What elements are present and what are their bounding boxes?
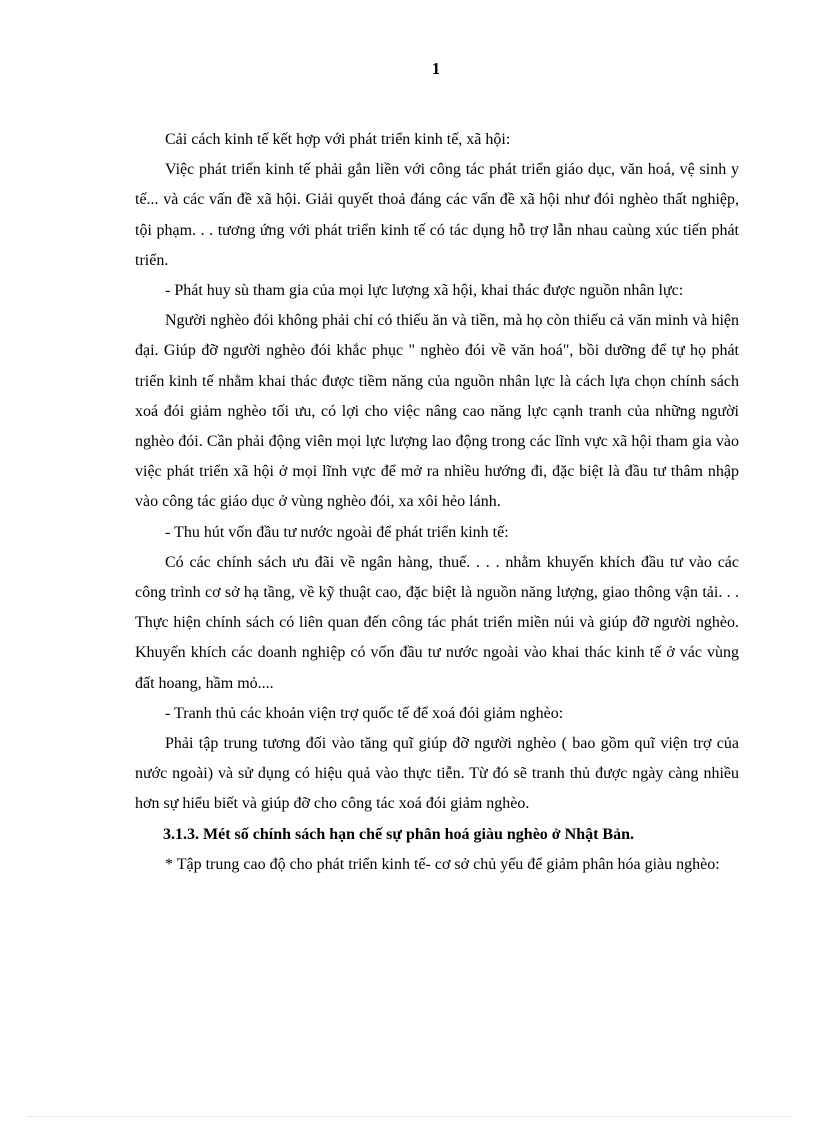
paragraph-dash-item: - Thu hút vốn đầu tư nước ngoài để phát triển kinh tế: xyxy=(165,523,509,541)
paragraph: Có các chính sách ưu đãi về ngân hàng, thuế. . . . nhằm khuyến khích đầu tư vào các công trình cơ sở hạ tầng, về kỹ thuật cao, đặc biệt là nguồn năng lượng, giao thông vận tải. . . Thực hiện chính sách có liên quan đến công tác phát triển miền núi và giúp đỡ người nghèo. Khuyến khích các doanh nghiệp có vốn đầu tư nước ngoài vào khai thác kinh tế ở vác vùng đất hoang, hầm mỏ.... xyxy=(135,553,739,692)
paragraph-dash-item: - Tranh thủ các khoản viện trợ quốc tế để xoá đói giảm nghèo: xyxy=(165,704,564,722)
section-heading: 3.1.3. Mét số chính sách hạn chế sự phân hoá giàu nghèo ở Nhật Bản. xyxy=(163,825,634,843)
page-bottom-divider xyxy=(28,1116,790,1117)
paragraph-bullet-item: * Tập trung cao độ cho phát triển kinh tế- cơ sở chủ yếu để giảm phân hóa giàu nghèo: xyxy=(165,855,720,873)
paragraph: Người nghèo đói không phải chỉ có thiếu ăn và tiền, mà họ còn thiếu cả văn minh và hiện đại. Giúp đỡ người nghèo đói khắc phục " nghèo đói về văn hoá", bồi dưỡng để tự họ phát triển kinh tế nhằm khai thác được tiềm năng của nguồn nhân lực là cách lựa chọn chính sách xoá đói giảm nghèo tối ưu, có lợi cho việc nâng cao năng lực cạnh tranh của những người nghèo đói. Cần phải động viên mọi lực lượng lao động trong các lĩnh vực xã hội tham gia vào việc phát triển xã hội ở mọi lĩnh vực để mở ra nhiều hướng đi, đặc biệt là đầu tư thâm nhập vào công tác giáo dục ở vùng nghèo đói, xa xôi hẻo lánh. xyxy=(135,312,739,511)
paragraph-dash-item: - Phát huy sù tham gia của mọi lực lượng xã hội, khai thác được nguồn nhân lực: xyxy=(165,282,684,300)
paragraph: Việc phát triển kinh tế phải gắn liền với công tác phát triển giáo dục, văn hoá, vệ sinh y tế... và các vấn đề xã hội. Giải quyết thoả đáng các vấn đề xã hội như đói nghèo thất nghiệp, tội phạm. . . tương ứng với phát triển kinh tế có tác dụng hỗ trợ lẫn nhau caùng xúc tiến phát triển. xyxy=(135,161,739,269)
page-number: 1 xyxy=(431,59,441,78)
document-body xyxy=(135,125,739,880)
paragraph-heading-economic-reform: Cải cách kinh tế kết hợp với phát triển kinh tế, xã hội: xyxy=(165,131,511,148)
paragraph: Phải tập trung tương đối vào tăng quĩ giúp đỡ người nghèo ( bao gồm quĩ viện trợ của nước ngoài) và sử dụng có hiệu quả vào thực tiễn. Từ đó sẽ tranh thủ được ngày càng nhiều hơn sự hiểu biết và giúp đỡ cho công tác xoá đói giảm nghèo. xyxy=(135,735,739,813)
